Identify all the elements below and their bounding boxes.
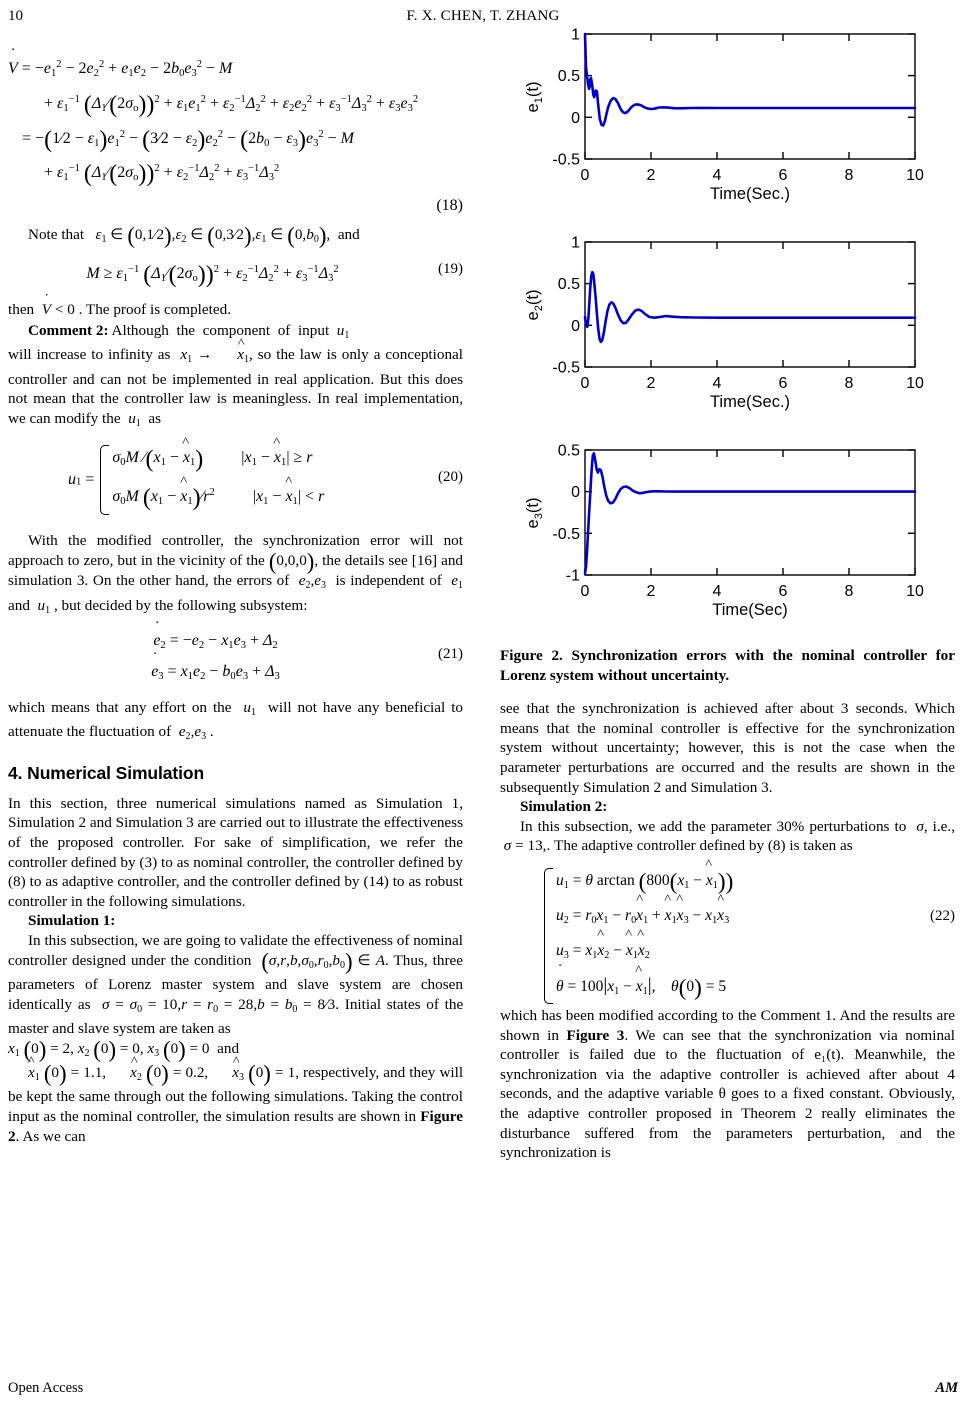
simulation-1-label-paragraph — [8, 911, 463, 931]
note-that-paragraph: Note that $\varepsilon_1$ ∈ $(0,1⁄2),\varepsilon_2$ ∈ $(0,3⁄2),\varepsilon_1$ ∈ $(0,b_0)$, and — [28, 223, 360, 249]
chart-e3-xtick-10: 10 — [906, 583, 924, 600]
chart-e3-xtick-4: 4 — [712, 583, 722, 600]
chart-e2-ytick-0.5: 0.5 — [557, 276, 580, 293]
chart-e3-xtick-8: 8 — [844, 583, 854, 600]
simulation-2-label-paragraph — [500, 797, 955, 817]
figure-3-reference: Figure 3 — [566, 1026, 625, 1044]
chart-e2 — [500, 230, 955, 432]
simulation-1-paragraph: In this subsection, we are going to validate the effectiveness of nominal controller designed under the condition $(\sigma,r,b,\sigma_0,r_0,b_0)$ ∈ A. Thus, three parameters of Lorenz master system and slave system are chosen identically as $\sigma = \sigma_0 = 10,r = r_0 = 28,b = b_0$ = 8⁄3. Initial states of the master and slave system are taken as $x_1$ (0) = 2, $x_2$ (0) = 0, $x_3$ (0) = 0 and ^ $x_1$ (0) = 1.1, ^ $x_2$ (0) = 0.2, ^ $x_3$ (0) = 1, respectively, and they will be kept the same through out the following simulations. Taking the control input as the nominal controller, the simulation results are shown in Figure 2. As we can — [8, 931, 463, 1146]
chart-e1-xtick-0: 0 — [580, 167, 590, 184]
chart-e1-ytick-0.5: 0.5 — [557, 68, 580, 85]
chart-e1-xtick-6: 6 — [778, 167, 788, 184]
simulation-2-text-c: . The adaptive controller defined by (8) is taken as — [546, 837, 853, 855]
para-after-22-a: which has been modified according to the Comment 1. And the results are shown in — [500, 1006, 955, 1044]
simulation-2-text-b: , i.e., — [923, 817, 956, 835]
figure-2-reference: Figure 2 — [8, 1107, 463, 1145]
right-column — [500, 22, 955, 1163]
chart-e2-xtick-6: 6 — [778, 375, 788, 392]
equation-22-body: $u_1 = \theta$ $\arctan (800(x_1$ − ^ $x_1$)) $u_2 = r_0x_1$ − $r_0\^{}$ $x_1$ + ^ $x_1\^{}$ $x_3$ − $x_1\^{}$ $x_3$ $u_3$ = $x_1\^{}$ $x_2$ − ^ $x_1\^{}$ $x_2$ ˙ $\theta = 100|x_1$ − ^ $x_1|$, θ(0) = 5 — [500, 866, 955, 1006]
simulation-1-text-a: In this subsection, we are going to validate the effectiveness of nominal controller designed under the condition — [8, 932, 463, 969]
open-access-label: Open Access — [8, 1380, 84, 1396]
chart-e3-xtick-2: 2 — [646, 583, 656, 600]
chart-e1-svg — [500, 22, 955, 224]
equation-19-number: (19) — [438, 261, 463, 278]
simulation-1-text-f: . As we can — [15, 1127, 86, 1145]
page-footer — [0, 1380, 966, 1400]
chart-e1-ytick-0: 0 — [571, 109, 580, 127]
equation-18 — [8, 52, 463, 219]
equation-19-body: $M \ge \varepsilon_1^{-1}$ $(\Delta_1⁄(2\sigma_o))^2 + \varepsilon_2^{-1}\Delta_2^2 + \varepsilon_3^{-1}\Delta_3^2$ — [86, 262, 339, 289]
running-head-authors: F. X. CHEN, T. ZHANG — [406, 8, 560, 24]
chart-e3-ytick-0.5: 0.5 — [557, 442, 580, 460]
simulation-1-text-b: . Thus, three parameters of Lorenz master system and slave system are chosen identically as — [8, 951, 464, 1013]
chart-e1 — [500, 22, 955, 224]
chart-e2-ylabel: $e_2(t)$ — [524, 289, 545, 321]
chart-e3-xlabel: Time(Sec) — [712, 601, 788, 619]
page-number: 10 — [8, 8, 23, 24]
chart-e2-xtick-10: 10 — [906, 375, 924, 392]
equation-18-number: (18) — [436, 197, 463, 214]
chart-e3-axes — [585, 450, 915, 575]
simulation-1-text-e: , respectively, and they will be kept the same through out the following simulations. Taking the control input as the nominal controller, the simulation results are shown in — [8, 1063, 464, 1125]
simulation-1-label: Simulation 1: — [28, 912, 116, 930]
chart-e3-xtick-6: 6 — [778, 583, 788, 600]
chart-e3-ytick-neg0.5: -0.5 — [552, 525, 580, 543]
simulation-1-text-d: and — [217, 1039, 240, 1057]
chart-e1-ytick-1: 1 — [571, 26, 580, 44]
chart-e1-xtick-4: 4 — [712, 167, 722, 184]
equation-21-number: (21) — [438, 646, 463, 663]
chart-e1-xtick-8: 8 — [844, 167, 854, 184]
paragraph-see-that: see that the synchronization is achieved after about 3 seconds. Which means that the nominal controller is effective for the synchronization system without uncertainty; however, this is not the case when the parameter perturbations are occurred and the results are shown in the subsequently Simulation 2 and Simulation 3. — [500, 700, 955, 796]
journal-abbrev: AM — [935, 1380, 958, 1396]
comment-2-label: Comment 2: — [28, 321, 109, 339]
chart-e1-axes — [585, 34, 915, 159]
chart-e3-ytick-0: 0 — [571, 484, 580, 501]
chart-e1-xtick-10: 10 — [906, 167, 924, 184]
chart-e2-ytick-neg0.5: -0.5 — [552, 359, 580, 377]
simulation-2-label: Simulation 2: — [520, 798, 608, 816]
simulation-2-paragraph: In this subsection, we add the parameter 30% perturbations to σ, i.e., σ = 13,. The adaptive controller defined by (8) is taken as — [500, 817, 956, 855]
chart-e2-xtick-4: 4 — [712, 375, 722, 392]
chart-e2-xtick-0: 0 — [580, 375, 590, 392]
figure-2 — [500, 22, 955, 685]
chart-e3-ylabel: $e_3(t)$ — [524, 497, 545, 529]
chart-e2-svg — [500, 230, 955, 432]
paragraph-after-eq21: which means that any effort on the $u_1$ will not have any beneficial to attenuate the fluctuation of $e_2,e_3$ . — [8, 699, 464, 743]
comment-2-paragraph: Comment 2: Although the component of input $u_1$ will increase to infinity as $x_1$ → ^ $x_1$, so the law is only a conceptional controller and can not be implemented in real application. But this does not mean that the controller law is meaningless. In real implementation, we can modify the $u_1$ as — [8, 321, 463, 433]
paragraph-after-eq22 — [500, 1006, 955, 1163]
then-vdot-paragraph: then ˙ V < 0 . The proof is completed. — [8, 300, 463, 320]
chart-e2-axes — [585, 242, 915, 367]
chart-e2-ytick-1: 1 — [571, 234, 580, 252]
equation-20-number: (20) — [438, 469, 463, 486]
section-heading-numerical-simulation: 4. Numerical Simulation — [8, 762, 205, 783]
note-that-label: Note that — [28, 226, 85, 243]
chart-e2-xtick-2: 2 — [646, 375, 656, 392]
chart-e1-xtick-2: 2 — [646, 167, 656, 184]
simulation-2-text-a: In this subsection, we add the parameter 30% perturbations to — [520, 817, 907, 835]
chart-e2-xtick-8: 8 — [844, 375, 854, 392]
left-column — [8, 46, 463, 1146]
chart-e3-svg — [500, 438, 955, 640]
chart-e3-xtick-0: 0 — [580, 583, 590, 600]
section-4-intro-paragraph: In this section, three numerical simulations named as Simulation 1, Simulation 2 and Simulation 3 are carried out to illustrate the effectiveness of the proposed controller. For sake of simplification, we refer the controller defined by (3) to as nominal controller, the controller defined by (8) to as adaptive controller, and the controller defined by (14) to as robust controller in the following simulations. — [8, 794, 463, 910]
equation-20 — [8, 443, 463, 519]
equation-21-body: ˙ $e_2 = -e_2 - x_1e_3 + \Delta_2$ ˙ $e_3 = x_1e_2 - b_0e_3 + \Delta_3$ — [8, 628, 463, 690]
chart-e1-xlabel: Time(Sec.) — [709, 185, 791, 203]
simulation-1-text-c: . Initial states of the master and slave system are taken as — [8, 995, 464, 1037]
figure-2-caption: Figure 2. Synchronization errors with the nominal controller for Lorenz system without uncertainty. — [500, 647, 955, 684]
paragraph-after-eq20: With the modified controller, the synchronization error will not approach to zero, but in the vicinity of the (0,0,0), the details see [16] and simulation 3. On the other hand, the errors of $e_2,e_3$ is independent of $e_1$ and $u_1$ , but decided by the following subsystem: — [8, 532, 464, 616]
chart-e1-ylabel: $e_1(t)$ — [524, 81, 545, 113]
para-after-22-b: . We can see that the synchronization via nominal controller is failed due to the fluctuation of e₁(t). Meanwhile, the synchronization via the adaptive controller is achieved after about 4 seconds, and the adaptive variable θ goes to a fixed constant. Obviously, the adaptive controller proposed in Theorem 2 really eliminates the disturbance suffered from the parameters perturbation, and the synchronization is — [500, 1026, 955, 1162]
equation-21 — [8, 628, 463, 690]
equation-18-body: ˙ $V = -e_1^2 - 2e_2^2 + e_1e_2 - 2b_0e_3^2 - M$ + $\varepsilon_1^{-1}$ $(\Delta_1⁄(2\sigma_o))^2 + \varepsilon_1e_1^2 + \varepsilon_2^{-1}\Delta_2^2 + \varepsilon_2e_2^2 + \varepsilon_3^{-1}\Delta_3^2 + \varepsilon_3e_3^2$ = −(1⁄2 − $\varepsilon_1)e_1^2$ − (3⁄2 − $\varepsilon_2)e_2^2 - (2b_0 - \varepsilon_3)e_3^2 - M$ + $\varepsilon_1^{-1}$ $(\Delta_1⁄(2\sigma_o))^2 + \varepsilon_2^{-1}\Delta_2^2 + \varepsilon_3^{-1}\Delta_3^2$ (18) — [8, 52, 463, 219]
chart-e2-xlabel: Time(Sec.) — [709, 393, 791, 411]
chart-e3-ytick-neg1: -1 — [565, 567, 580, 585]
chart-e1-ytick-neg0.5: -0.5 — [552, 151, 580, 169]
chart-e2-ytick-0: 0 — [571, 317, 580, 335]
chart-e3 — [500, 438, 955, 640]
equation-22-number: (22) — [930, 907, 955, 924]
equation-19 — [8, 257, 463, 292]
equation-22 — [500, 866, 955, 1001]
equation-20-body: $u_1$ = $\sigma_0M$ $⁄(x_1$ − ^ $x_1$) $|x_1$ − ^ $x_1| \ge r$ $\sigma_0M$ ($x_1$ − ^ $x_1)⁄r^2$ $|x_1$ − ^ $x_1| < r$ — [8, 443, 463, 517]
